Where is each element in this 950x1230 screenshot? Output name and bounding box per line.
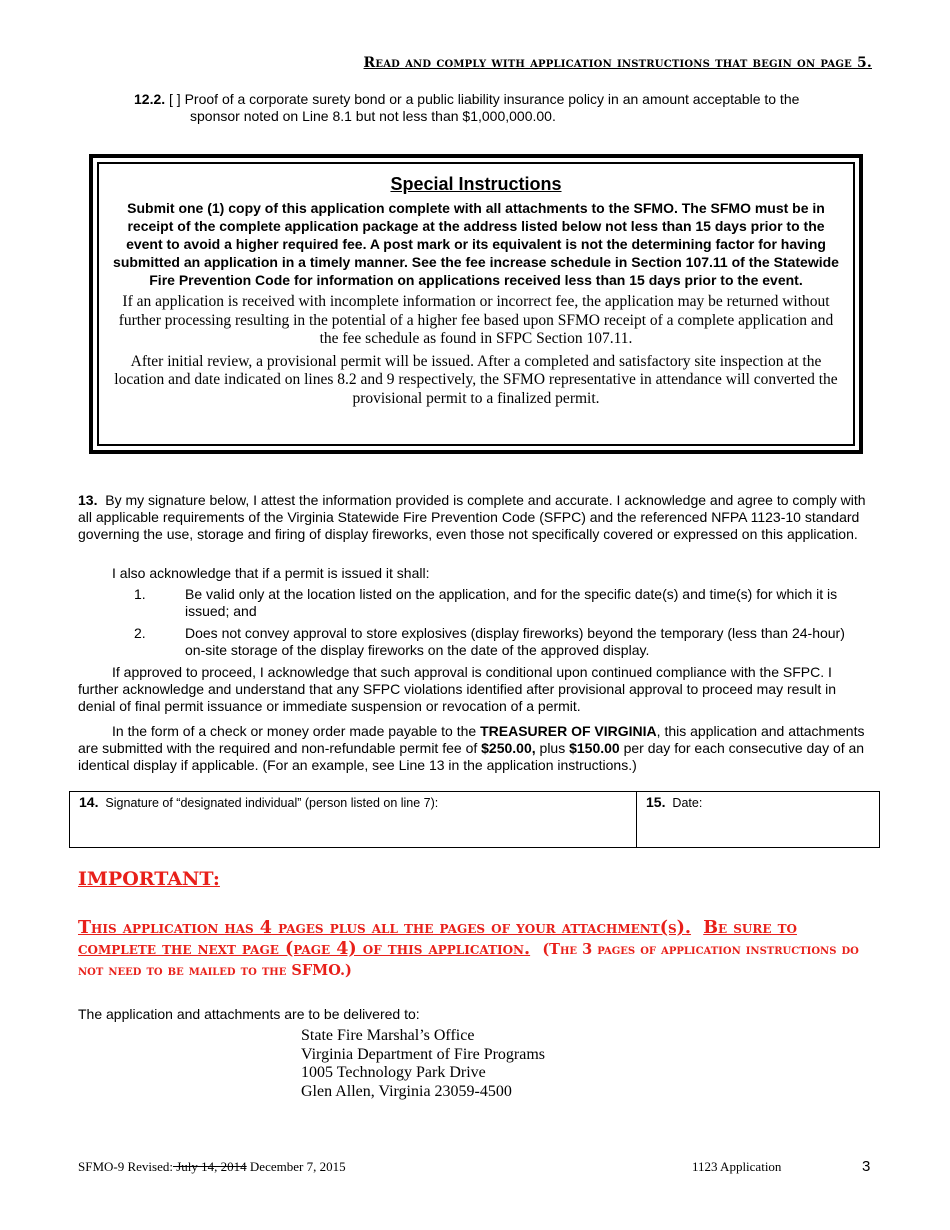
footer-old-date: July 14, 2014 (172, 1159, 247, 1174)
list-item-text: Does not convey approval to store explosives (display fireworks) beyond the temporary (less than 24-hour) on-site storage of the display fireworks on the date of the approved display. (185, 625, 845, 658)
special-instructions-bold: Submit one (1) copy of this application complete with all attachments to the SFMO. The SFMO must be in receipt of the complete application package at the address listed below not less than 15 days prior to the event to avoid a higher required fee. A post mark or its equivalent is not the determining factor for having submitted an application in a timely manner. See the fee increase schedule in Section 107.11 of the Statewide Fire Prevention Code for information on applications received less than 15 days prior to the event. (113, 200, 839, 288)
special-instructions-paragraph-2: If an application is received with incomplete information or incorrect fee, the application may be returned without further processing resulting in the potential of a higher fee based upon SFMO receipt of a complete application and the fee schedule as found in SFPC Section 107.11. (118, 293, 834, 347)
date-label: Date: (672, 796, 703, 810)
acknowledge-intro: I also acknowledge that if a permit is issued it shall: (112, 565, 430, 581)
special-instructions-paragraph-3: After initial review, a provisional permit will be issued. After a completed and satisfactory site inspection at the location and date indicated on lines 8.2 and 9 respectively, the SFMO representative in attendance will converted the provisional permit to a finalized permit. (114, 352, 838, 407)
line-12-2-number: 12.2. (134, 91, 166, 107)
approval-paragraph: If approved to proceed, I acknowledge that such approval is conditional upon continued compliance with the SFPC. I further acknowledge and understand that any SFPC violations identified after provisional approval to proceed may result in denial of final permit issuance or immediate suspension or revocation of a permit. (78, 664, 836, 714)
important-notice (78, 918, 878, 981)
date-field[interactable] (637, 792, 879, 847)
special-instructions-box (89, 154, 863, 454)
special-instructions-title: Special Instructions (390, 174, 562, 194)
address-line: Glen Allen, Virginia 23059-4500 (301, 1083, 512, 1101)
fee-text-1: In the form of a check or money order made payable to the (112, 723, 481, 739)
line-12-2 (134, 91, 854, 125)
footer-new-date: December 7, 2015 (246, 1159, 346, 1174)
section-13-number: 13. (78, 492, 98, 508)
fee-payee: TREASURER OF VIRGINIA (480, 723, 657, 739)
fee-text-2: , this application and attachments are submitted with the required and non-refundable permit fee of (78, 723, 865, 756)
line-12-2-checkbox[interactable]: [ ] (169, 91, 181, 107)
address-line: 1005 Technology Park Drive (301, 1064, 486, 1082)
important-heading: IMPORTANT: (78, 868, 220, 890)
footer-doc-name: 1123 Application (692, 1159, 782, 1174)
important-line-b: Be sure to complete the next page (page 4) of this application. (78, 918, 797, 959)
list-item-text: Be valid only at the location listed on the application, and for the specific date(s) and time(s) for which it is issued; and (185, 586, 838, 619)
page-number: 3 (862, 1158, 871, 1175)
important-line-a: This application has 4 pages plus all the pages of your attachment(s). (78, 918, 692, 938)
list-item-number: 1. (134, 586, 146, 602)
date-number: 15. (646, 794, 666, 810)
header-instructions-note: Read and comply with application instructions that begin on page 5. (363, 55, 872, 71)
line-12-2-text-cont: sponsor noted on Line 8.1 but not less than $1,000,000.00. (190, 108, 556, 124)
footer-form-id: SFMO-9 Revised: (78, 1159, 173, 1174)
section-13 (78, 492, 873, 543)
fee-amount: $250.00, (481, 740, 536, 756)
list-item (134, 625, 864, 659)
list-item (134, 586, 864, 620)
footer-revision (78, 1159, 346, 1175)
signature-field[interactable] (70, 792, 637, 847)
fee-paragraph (78, 723, 873, 774)
signature-table (69, 791, 880, 848)
line-12-2-text: Proof of a corporate surety bond or a public liability insurance policy in an amount acceptable to the (184, 91, 800, 107)
delivery-intro: The application and attachments are to be delivered to: (78, 1006, 420, 1022)
fee-text-3: plus (535, 740, 570, 756)
signature-number: 14. (79, 794, 99, 810)
delivery-address (301, 1027, 545, 1102)
address-line: Virginia Department of Fire Programs (301, 1045, 546, 1063)
fee-text-4: per day for each consecutive day of an identical display if applicable. (For an example, see Line 13 in the application instructions.) (78, 740, 865, 773)
signature-label: Signature of “designated individual” (person listed on line 7): (105, 796, 439, 810)
address-line: State Fire Marshal’s Office (301, 1027, 475, 1044)
important-line-c: (The 3 pages of application instructions do not need to be mailed to the SFMO.) (78, 941, 859, 979)
fee-daily-amount: $150.00 (569, 740, 620, 756)
section-13-text: By my signature below, I attest the information provided is complete and accurate. I acknowledge and agree to comply with all applicable requirements of the Virginia Statewide Fire Prevention Code (SFPC) and the referenced NFPA 1123-10 standard governing the use, storage and firing of display fireworks, even those not specifically covered or expressed on this application. (78, 492, 866, 542)
list-item-number: 2. (134, 625, 146, 641)
